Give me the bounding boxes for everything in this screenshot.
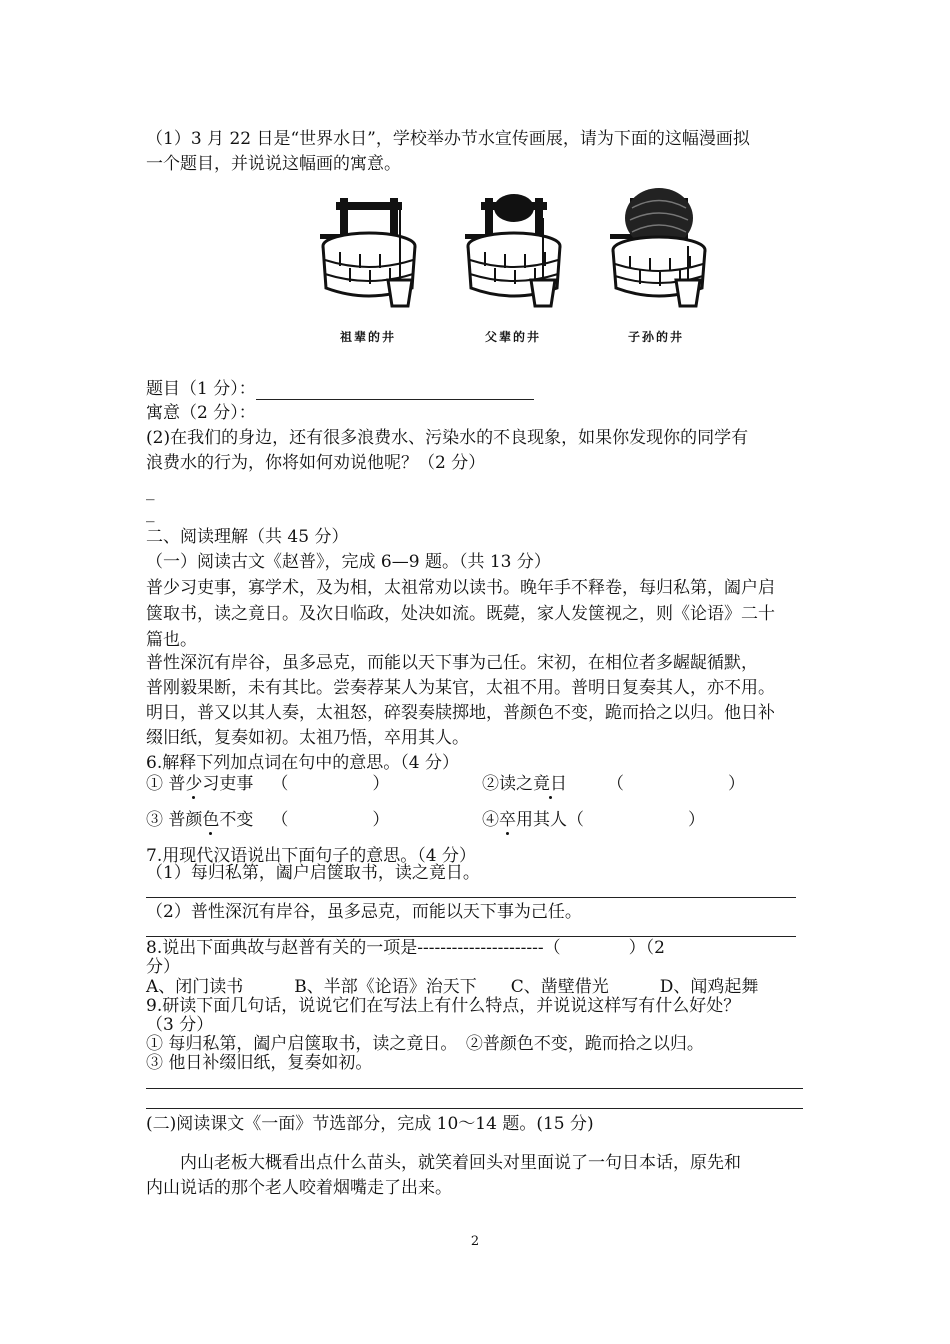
q6-stem: 6.解释下列加点词在句中的意思。（4 分） xyxy=(146,753,459,773)
item-text: 读之 xyxy=(499,774,533,794)
title-label: 题目（1 分）： xyxy=(146,379,256,399)
q9-answer-line-1[interactable] xyxy=(146,1088,803,1089)
passage-line: 普少习吏事，寡学术，及为相，太祖常劝以读书。晚年手不释卷，每归私第，阖户启 xyxy=(146,578,775,598)
caption-parents-well: 父辈的井 xyxy=(485,330,542,344)
q9-score: （3 分） xyxy=(146,1015,214,1035)
q9-answer-line-2[interactable] xyxy=(146,1108,803,1109)
q7-sentence-2: （2）普性深沉有岸谷，虽多忌克，而能以天下事为己任。 xyxy=(146,902,582,922)
title-answer-row xyxy=(146,378,534,400)
meaning-label: 寓意（2 分）： xyxy=(146,403,256,423)
answer-paren-open: （ xyxy=(567,810,584,830)
answer-dash-2[interactable]: _ xyxy=(146,503,155,523)
q7-sentence-1: （1）每归私第，阖户启箧取书，读之竟日。 xyxy=(146,863,480,883)
q6-answer-3-blank[interactable] xyxy=(288,815,372,831)
answer-paren-open: （ xyxy=(271,810,289,830)
descendants-well-drawing xyxy=(610,188,705,306)
passage2-line2: 内山说话的那个老人咬着烟嘴走了出来。 xyxy=(146,1178,452,1198)
q6-item-3 xyxy=(146,809,389,831)
q6-answer-4-blank[interactable] xyxy=(584,815,688,831)
q8-stem: 8.说出下面典故与赵普有关的一项是----------------------（ ）（2 xyxy=(146,938,665,958)
dotted-word: 卒 xyxy=(499,810,516,830)
q6-item-4 xyxy=(482,809,705,831)
caption-descendants-well: 子孙的井 xyxy=(628,330,685,344)
item-text: 普 xyxy=(163,774,186,794)
section2-heading: 二、阅读理解（共 45 分） xyxy=(146,527,349,547)
parents-well-drawing xyxy=(465,194,560,306)
q8-stem-score: 分） xyxy=(146,957,180,977)
page-number: 2 xyxy=(470,1234,480,1249)
item-number: ① xyxy=(146,774,163,794)
q5-prompt-line2: 一个题目，并说说这幅画的寓意。 xyxy=(146,154,401,174)
answer-paren-open: （ xyxy=(271,774,289,794)
q8-options: A、闭门读书 B、半部《论语》治天下 C、凿壁借光 D、闻鸡起舞 xyxy=(146,977,759,997)
caption-grandparents-well: 祖辈的井 xyxy=(340,330,397,344)
q5-part2-line2: 浪费水的行为，你将如何劝说他呢？（2 分） xyxy=(146,453,486,473)
q6-answer-2-blank[interactable] xyxy=(624,779,728,795)
answer-paren-close: ） xyxy=(688,810,705,830)
q6-item-1 xyxy=(146,773,389,795)
q9-stem: 9.研读下面几句话，说说它们在写法上有什么特点，并说说这样写有什么好处？ xyxy=(146,996,741,1016)
title-answer-blank[interactable] xyxy=(256,381,534,400)
q9-sentence-1: ① 每归私第，阖户启箧取书，读之竟日。 ②普颜色不变，跪而拾之以归。 xyxy=(146,1034,704,1054)
q9-sentence-2: ③ 他日补缀旧纸，复奏如初。 xyxy=(146,1053,373,1073)
dotted-word: 色 xyxy=(202,810,220,830)
q7-stem: 7.用现代汉语说出下面句子的意思。（4 分） xyxy=(146,846,476,866)
answer-dash-1[interactable]: _ xyxy=(146,481,155,501)
passage-line: 缀旧纸，复奏如初。太祖乃悟，卒用其人。 xyxy=(146,728,469,748)
grandparents-well-drawing xyxy=(320,198,415,306)
answer-paren-close: ） xyxy=(728,774,745,794)
q7-answer-line-1[interactable] xyxy=(146,897,796,898)
q6-answer-1-blank[interactable] xyxy=(288,779,372,795)
passage-line: 篇也。 xyxy=(146,630,197,650)
item-text: 不变 xyxy=(219,810,254,830)
item-number: ② xyxy=(482,774,499,794)
answer-paren-close: ） xyxy=(372,810,390,830)
passage-line: 箧取书，读之竟日。及次日临政，处决如流。既薨，家人发箧视之，则《论语》二十 xyxy=(146,604,775,624)
item-text: 普颜 xyxy=(163,810,203,830)
answer-paren-open: （ xyxy=(607,774,624,794)
item-number: ④ xyxy=(482,810,499,830)
q5-prompt-line1: （1）3 月 22 日是“世界水日”，学校举办节水宣传画展，请为下面的这幅漫画拟 xyxy=(146,129,750,149)
passage-line: 明日，普又以其人奏，太祖怒，碎裂奏牍掷地，普颜色不变，跪而拾之以归。他日补 xyxy=(146,703,775,723)
q5-part2-line1: (2)在我们的身边，还有很多浪费水、污染水的不良现象，如果你发现你的同学有 xyxy=(146,428,749,448)
dotted-word: 少 xyxy=(185,774,203,794)
item-text: 用其人 xyxy=(516,810,567,830)
item-text: 习吏事 xyxy=(202,774,254,794)
answer-paren-close: ） xyxy=(372,774,390,794)
q6-item-2 xyxy=(482,773,745,795)
dotted-word: 竟日 xyxy=(533,774,567,794)
passage-line: 普性深沉有岸谷，虽多忌克，而能以天下事为己任。宋初，在相位者多龌龊循默， xyxy=(146,653,758,673)
item-number: ③ xyxy=(146,810,163,830)
section2-sub2: (二)阅读课文《一面》节选部分，完成 10～14 题。(15 分) xyxy=(146,1114,594,1134)
passage2-line1: 内山老板大概看出点什么苗头，就笑着回头对里面说了一句日本话，原先和 xyxy=(146,1153,741,1173)
passage-line: 普刚毅果断，未有其比。尝奏荐某人为某官，太祖不用。普明日复奏其人，亦不用。 xyxy=(146,678,775,698)
section2-sub1: （一）阅读古文《赵普》，完成 6—9 题。（共 13 分） xyxy=(146,552,551,572)
